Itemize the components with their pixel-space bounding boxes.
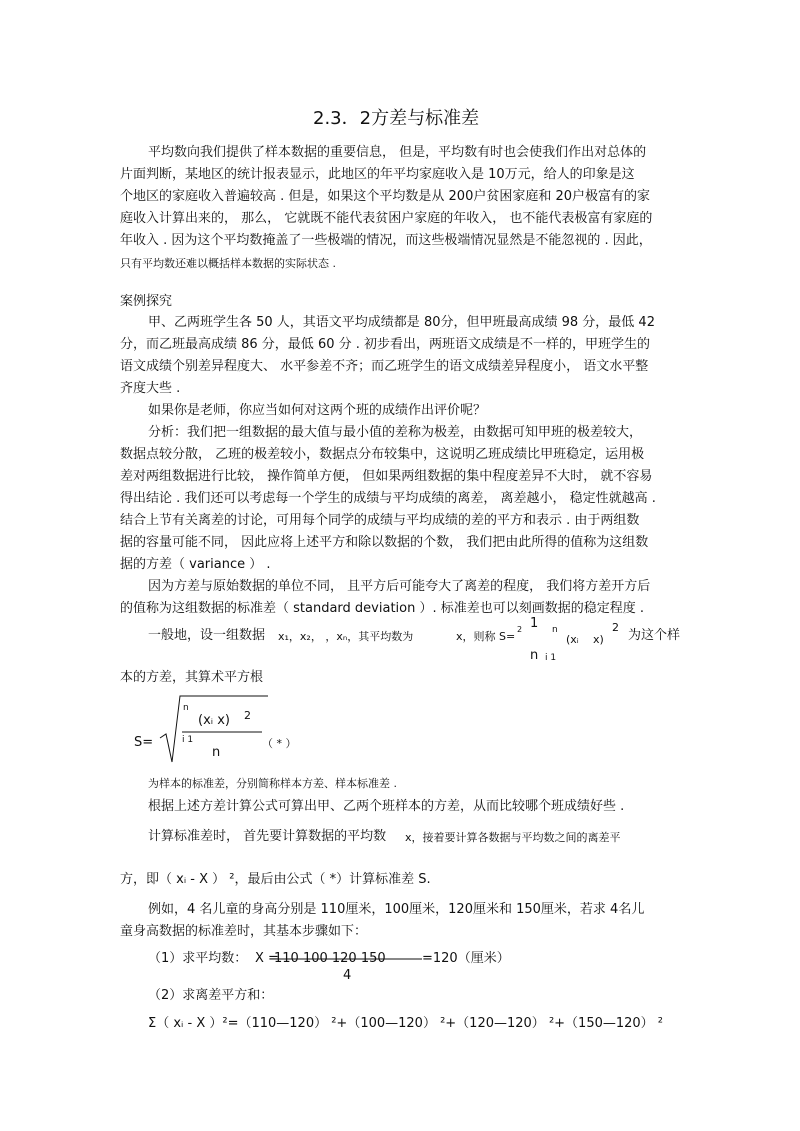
text-line: 计算标准差时， 首先要计算数据的平均数 <box>148 829 387 844</box>
formula-vars: x₁，x₂， ，xₙ，其平均数为 <box>278 630 414 643</box>
sum-formula: Σ（ xᵢ - X ）²=（110—120） ²+（100—120） ²+（120—120） ²+（150—120） ² <box>148 1016 664 1031</box>
text-line: 数据点较分散， 乙班的极差较小，数据点分布较集中，这说明乙班成绩比甲班稳定，运用极 <box>120 447 645 462</box>
step1-numerator: 110 100 120 150 <box>274 951 386 966</box>
section-heading: 案例探究 <box>120 294 173 309</box>
text-line: 的值称为这组数据的标准差（ standard deviation ）. 标准差也可以刻画数据的稳定程度 . <box>120 601 645 616</box>
formula-xi: (xᵢ <box>566 633 579 646</box>
formula-square: 2 <box>517 625 523 634</box>
formula-index: i 1 <box>545 653 557 663</box>
sd-index: i 1 <box>182 735 194 745</box>
text-line: 平均数向我们提供了样本数据的重要信息， 但是，平均数有时也会使我们作出对总体的 <box>148 145 647 160</box>
text-line: 个地区的家庭收入普遍较高 . 但是，如果这个平均数是从 200户贫困家庭和 20户极富有的家 <box>120 189 651 204</box>
formula-xbar-term: x) <box>593 633 604 646</box>
text-line: 庭收入计算出来的， 那么， 它就既不能代表贫困户家庭的年收入， 也不能代表极富有家庭的 <box>120 211 653 226</box>
text-line: 语文成绩个别差异程度大、 水平参差不齐；而乙班学生的语文成绩差异程度小， 语文水平整 <box>120 359 649 374</box>
formula-exponent: 2 <box>612 621 619 634</box>
sd-numerator: (xᵢ x) <box>198 713 230 728</box>
question: 如果你是老师，你应当如何对这两个班的成绩作出评价呢？ <box>148 403 487 418</box>
sd-lhs: S= <box>134 735 154 750</box>
formula-denominator: n <box>530 648 539 663</box>
text-line: 片面判断，某地区的统计报表显示，此地区的年平均家庭收入是 10万元，给人的印象是这 <box>120 167 635 182</box>
text-line: 为样本的标准差，分别简称样本方差、样本标准差 . <box>148 777 397 790</box>
sd-denominator: n <box>212 745 221 760</box>
step1-result: =120（厘米） <box>422 951 510 966</box>
step1-xbar: X = <box>255 951 279 966</box>
step2-label: （2）求离差平方和： <box>148 988 274 1003</box>
text-line: 根据上述方差计算公式可算出甲、乙两个班样本的方差，从而比较哪个班成绩好些 . <box>148 799 625 814</box>
step1-label: （1）求平均数： <box>148 951 248 966</box>
text-line: 只有平均数还难以概括样本数据的实际状态 . <box>120 257 336 270</box>
text-line: 据的容量可能不同， 因此应将上述平方和除以数据的个数， 我们把由此所得的值称为这组数 <box>120 535 649 550</box>
text-line: 结合上节有关离差的讨论，可用每个同学的成绩与平均成绩的差的平方和表示 . 由于两组数 <box>120 513 640 528</box>
formula-tail: 为这个样 <box>628 628 681 643</box>
text-line: 甲、乙两班学生各 50 人，其语文平均成绩都是 80分，但甲班最高成绩 98 分，最低 42 <box>148 315 655 330</box>
formula-xbar: x，则称 S= <box>456 630 516 643</box>
step1-denominator: 4 <box>343 968 352 983</box>
sd-n-upper: n <box>183 703 189 713</box>
text-line: 得出结论 . 我们还可以考虑每一个学生的成绩与平均成绩的离差， 离差越小， 稳定性就越高 . <box>120 491 656 506</box>
text-line: 例如，4 名儿童的身高分别是 110厘米，100厘米，120厘米和 150厘米，若求 4名儿 <box>148 902 645 917</box>
text-line: 方，即（ xᵢ - X ） ²，最后由公式（ *）计算标准差 S. <box>120 872 431 887</box>
text-line: x，接着要计算各数据与平均数之间的离差平 <box>405 831 621 844</box>
text-line: 分析：我们把一组数据的最大值与最小值的差称为极差，由数据可知甲班的极差较大， <box>148 425 643 440</box>
formula-one: 1 <box>530 616 539 631</box>
sd-star: （ * ） <box>262 737 297 750</box>
text-line: 本的方差，其算术平方根 <box>120 670 264 685</box>
sd-exponent: 2 <box>244 709 251 722</box>
text-line: 齐度大些 . <box>120 381 181 396</box>
text-line: 因为方差与原始数据的单位不同， 且平方后可能夸大了离差的程度， 我们将方差开方后 <box>148 579 651 594</box>
formula-n-upper: n <box>552 625 558 635</box>
fraction-bar <box>274 957 424 961</box>
text-line: 年收入 . 因为这个平均数掩盖了一些极端的情况，而这些极端情况显然是不能忽视的 . 因此， <box>120 233 652 248</box>
text-line: 差对两组数据进行比较， 操作简单方便， 但如果两组数据的集中程度差异不大时， 就不容易 <box>120 469 653 484</box>
text-line: 分，而乙班最高成绩 86 分，最低 60 分 . 初步看出，两班语文成绩是不一样的，甲班学生的 <box>120 337 651 352</box>
text-line: 童身高数据的标准差时，其基本步骤如下： <box>120 924 368 939</box>
text-line: 据的方差（ variance ） . <box>120 557 271 572</box>
page-title: 2.3．2方差与标准差 <box>313 108 480 129</box>
formula-lead: 一般地，设一组数据 <box>148 628 266 643</box>
